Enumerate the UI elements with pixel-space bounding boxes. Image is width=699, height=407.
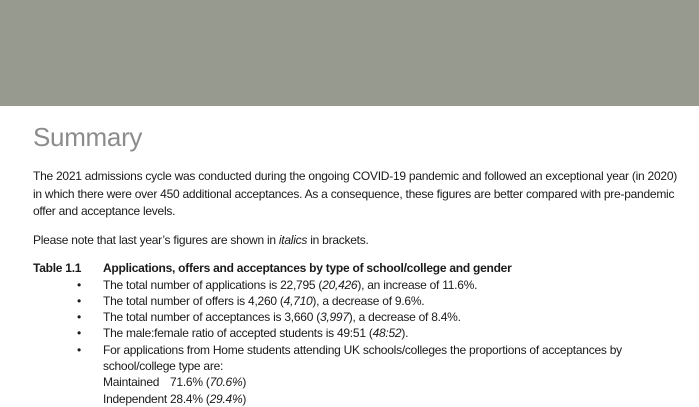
page-title: Summary [33,122,143,152]
list-item [33,342,643,375]
school-type: Independent [103,391,167,406]
list-item [33,277,643,293]
school-value: 28.4% ( [170,391,210,406]
bullet-list [33,277,643,375]
school-type-row [33,391,643,407]
item-text-end: ), an increase of 11.6%. [357,277,478,292]
note-paragraph [33,232,683,250]
item-prev: 3,997 [319,310,349,325]
table-summary [33,260,643,407]
item-text-end: ), a decrease of 9.6%. [312,293,425,308]
school-close: ) [242,391,247,406]
note-italic: italics [278,233,308,247]
school-prev: 70.6% [209,375,243,390]
intro-paragraph: The 2021 admissions cycle was conducted during the ongoing COVID-19 pandemic and followed an exceptional year (in 2020) in which there were over 450 additional acceptances. As a consequence, these figures are better compared with pre-pandemic offer and acceptance levels. [33,169,677,218]
school-value: 71.6% ( [170,375,210,390]
school-type-row [33,374,643,390]
item-text-end: ), a decrease of 8.4%. [348,310,461,325]
school-type: Maintained [103,375,160,390]
bullet-icon: • [77,310,81,325]
bullet-icon: • [77,342,81,357]
item-text: The total number of offers is 4,260 ( [103,293,284,308]
item-prev: 48:52 [372,326,402,341]
item-text-end: ). [401,326,409,341]
table-label: Table 1.1 [33,261,82,275]
table-title: Applications, offers and acceptances by type of school/college and gender [103,261,512,275]
item-text: For applications from Home students attending UK schools/colleges the proportions of acceptances by school/college type are: [103,342,622,373]
bullet-icon: • [77,293,81,308]
school-prev: 29.4% [209,391,243,406]
item-prev: 20,426 [322,277,358,292]
table-heading [33,260,643,277]
note-text: Please note that last year’s figures are shown in [33,233,279,247]
list-item [33,309,643,325]
bullet-icon: • [77,326,81,341]
item-text: The male:female ratio of accepted students is 49:51 ( [103,326,373,341]
bullet-icon: • [77,277,81,292]
header-banner [0,0,699,106]
item-text: The total number of applications is 22,795 ( [103,277,323,292]
item-text: The total number of acceptances is 3,660 ( [103,310,320,325]
list-item [33,325,643,341]
school-close: ) [242,375,247,390]
item-prev: 4,710 [283,293,313,308]
list-item [33,293,643,309]
note-text-end: in brackets. [307,233,369,247]
